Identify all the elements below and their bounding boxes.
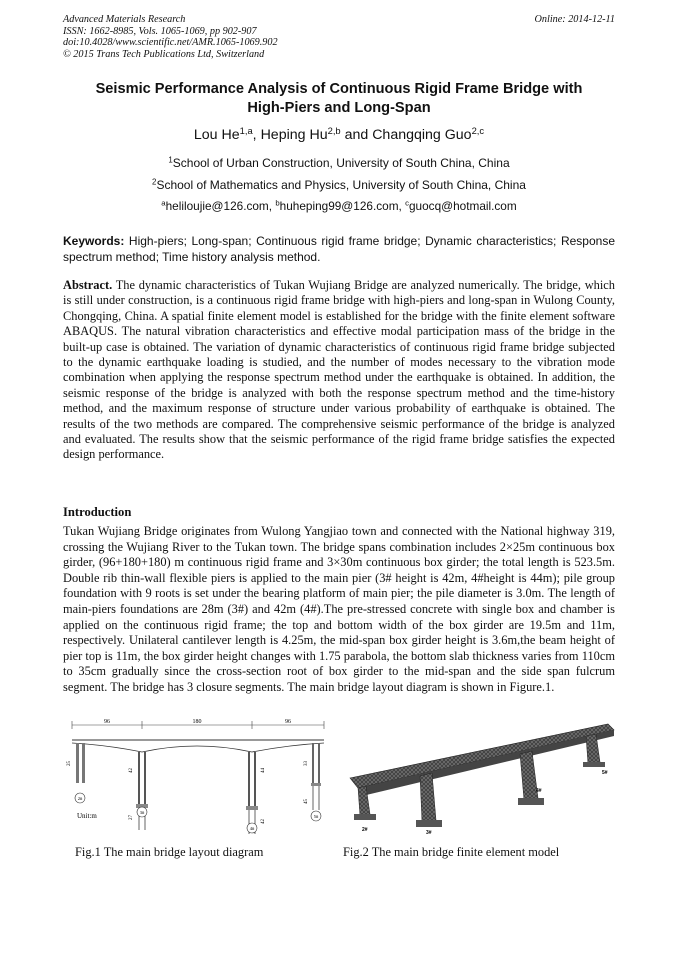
affiliation-2-sup: 2 [152, 177, 157, 187]
figure-1-layout-diagram [62, 718, 332, 838]
keywords-text: High-piers; Long-span; Continuous rigid frame bridge; Dynamic characteristics; Response spectrum method; Time history analysis method. [63, 234, 615, 264]
author-2: Heping Hu [260, 127, 328, 143]
abstract-label: Abstract. [63, 278, 113, 292]
side-pier [82, 743, 85, 783]
pier-label: 5# [602, 770, 608, 776]
fe-deck [350, 724, 614, 788]
keywords-block [63, 234, 615, 265]
email-b-sup: b [275, 198, 280, 208]
figure-2-caption: Fig.2 The main bridge finite element model [343, 845, 560, 859]
main-pier-4 [254, 752, 256, 806]
span-label: 96 [285, 719, 291, 725]
fe-pier-3 [420, 773, 436, 822]
pile-cap [246, 806, 258, 810]
journal-name: Advanced Materials Research [63, 14, 186, 25]
affiliation-1 [63, 156, 615, 170]
foundation-length-label: 42 [261, 819, 266, 824]
title-line-2: High-Piers and Long-Span [247, 100, 431, 116]
author-1-sup: 1,a [239, 125, 253, 136]
pier-label: 4# [536, 788, 542, 794]
copyright-line: © 2015 Trans Tech Publications Ltd, Switzerland [63, 48, 265, 60]
figure-2-fe-model [340, 716, 618, 838]
email-c: guocq@hotmail.com [408, 199, 517, 213]
email-b: huheping99@126.com, [279, 199, 406, 213]
pier-height-label: 42 [129, 768, 134, 773]
pier-label: 2# [77, 796, 83, 801]
doi-line: doi:10.4028/www.scientific.net/AMR.1065-1069.902 [63, 37, 278, 49]
fe-pile-cap [583, 762, 605, 767]
main-pier-4 [248, 752, 250, 806]
pile-cap [311, 783, 321, 786]
pier-label: 3# [426, 830, 432, 836]
author-3-sup: 2,c [471, 125, 485, 136]
issn-line: ISSN: 1662-8985, Vols. 1065-1069, pp 902-907 [63, 25, 257, 37]
fe-pile-cap [416, 820, 442, 827]
abstract-block [63, 278, 615, 463]
side-height-label: 25 [67, 761, 72, 766]
pier-label: 2# [362, 827, 368, 833]
affiliation-2 [63, 178, 615, 192]
affiliation-1-sup: 1 [168, 155, 173, 165]
email-a-sup: a [161, 198, 166, 208]
title-line-1: Seismic Performance Analysis of Continuous Rigid Frame Bridge with [95, 81, 583, 97]
span-label: 180 [192, 719, 202, 725]
fe-pile-cap [518, 798, 544, 805]
author-3: Changqing Guo [372, 127, 472, 143]
author-2-sup: 2,b [327, 125, 341, 136]
figure-1-caption: Fig.1 The main bridge layout diagram [75, 845, 264, 859]
section-heading-introduction: Introduction [63, 505, 132, 519]
span-label: 96 [104, 719, 110, 725]
side-pier [76, 743, 79, 783]
foundation-length-label: 45 [304, 799, 309, 804]
author-1: Lou He [193, 127, 240, 143]
abstract-text: The dynamic characteristics of Tukan Wujiang Bridge are analyzed numerically. The bridge, which is still under construction, is a continuous rigid frame bridge with high-piers and long-span in Wulong County, Chongqing, China. A spatial finite element model is established for the bridge with the finite element software ABAQUS. The natural vibration characteristics and effective modal participation mass of the bridge in the built-up case is obtained. The variation of dynamic characteristics of continuous rigid frame bridge subjected to the dynamic earthquake loading is studied, and the number of modes necessary to the vibration mode combination when applying the response spectrum method under the earthquake is obtained. In addition, the seismic response of the bridge is analyzed with both the response spectrum method and the time-history method, and the maximum response of structure under various probability of earthquake is obtained. The results of the two methods are compared. The comprehensive seismic performance of the bridge is analyzed and evaluated. The results show that the seismic performance of the rigid frame bridge satisfies the expected design performance. [63, 278, 615, 462]
online-date: Online: 2014-12-11 [534, 14, 615, 25]
keywords-label: Keywords: [63, 234, 125, 248]
author-list [63, 127, 615, 143]
side-pier-5 [318, 743, 320, 783]
email-a: heliloujie@126.com, [165, 199, 276, 213]
affiliation-1-text: School of Urban Construction, University of South China, China [172, 156, 510, 170]
side-pier-5 [312, 743, 314, 783]
pier-height-label: 44 [261, 768, 266, 773]
fe-pile-cap [354, 814, 376, 820]
author-sep-1: , [252, 127, 261, 143]
pier-label: 3# [139, 810, 145, 815]
author-sep-2: and [340, 127, 373, 143]
fe-deck-side [358, 730, 614, 796]
email-line [63, 199, 615, 213]
foundation-length-label: 27 [129, 815, 134, 820]
main-pier-3 [144, 752, 146, 804]
affiliation-2-text: School of Mathematics and Physics, University of South China, China [156, 178, 526, 192]
unit-label: Unit:m [77, 812, 97, 820]
pier-label: 4# [249, 826, 255, 831]
introduction-text: Tukan Wujiang Bridge originates from Wulong Yangjiao town and connected with the National highway 319, crossing the Wujiang River to the Tukan town. The bridge spans combination includes 2×25m continuous box girder, (96+180+180) m continuous rigid frame and 3×30m continuous box girder; the total length is 523.5m. Double rib thin-wall flexible piers is applied to the main pier (3# height is 42m, 4#height is 44m); pile group foundation with 9 roots is set under the bearing platform of main pier; the pile diameter is 3.0m. The length of main-piers foundations are 28m (3#) and 42m (4#).The pre-stressed concrete with single box and chamber is applied on the continuous rigid frame; the top and bottom width of the box girder are 19.5m and 11m, respectively. Unilateral cantilever length is 4.25m, the mid-span box girder height is 3.6m,the beam height of pier top is 11m, the box girder height changes with 1.75 parabola, the bottom slab thickness varies from 110cm to 35cm gradually since the cross-section root of box girder to the mid-span and the side span fulcrum segment. The bridge has 3 closure segments. The main bridge layout diagram is shown in Figure.1. [63, 524, 615, 694]
pier-height-label: 33 [304, 761, 309, 766]
main-pier-3 [138, 752, 140, 804]
girder-bottom [72, 743, 324, 752]
pier-label: 5# [313, 814, 319, 819]
paper-title [63, 80, 615, 118]
email-c-sup: c [405, 198, 409, 208]
journal-header [63, 14, 278, 60]
